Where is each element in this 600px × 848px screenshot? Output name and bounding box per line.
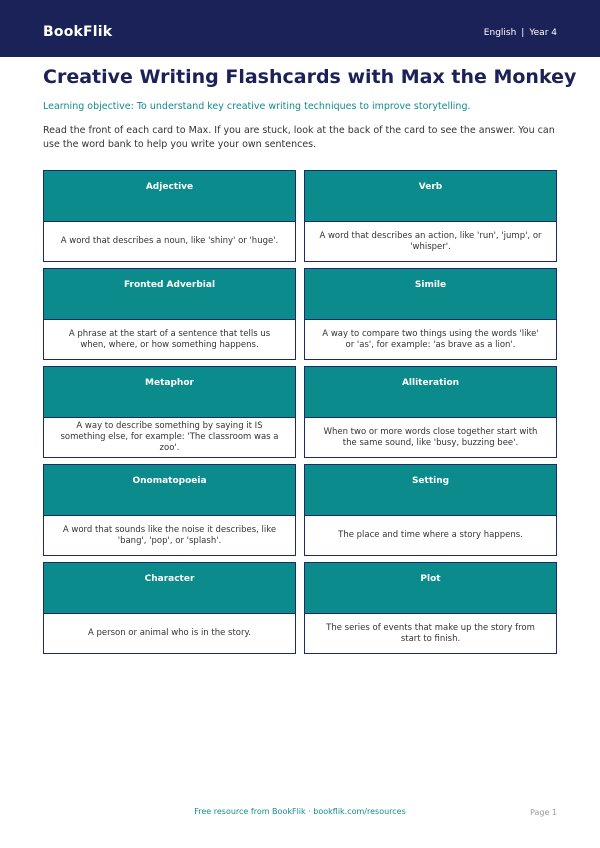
flashcard[interactable] — [43, 562, 296, 654]
card-front: Adjective — [44, 171, 295, 221]
flashcard[interactable] — [43, 268, 296, 360]
page-title: Creative Writing Flashcards with Max the Monkey — [43, 66, 577, 88]
card-back: A word that describes a noun, like 'shiny' or 'huge'. — [44, 221, 295, 261]
flashcard[interactable] — [43, 170, 296, 262]
flashcard-grid — [43, 170, 557, 654]
brand-logo[interactable]: BookFlik — [43, 24, 113, 40]
card-back: A word that sounds like the noise it describes, like 'bang', 'pop', or 'splash'. — [44, 515, 295, 555]
flashcard[interactable] — [304, 268, 557, 360]
card-front: Setting — [305, 465, 556, 515]
card-back: The series of events that make up the story from start to finish. — [305, 613, 556, 653]
flashcard[interactable] — [43, 366, 296, 458]
flashcard[interactable] — [304, 366, 557, 458]
subject-label: English — [483, 28, 517, 38]
flashcard[interactable] — [43, 464, 296, 556]
page-number: Page 1 — [530, 808, 557, 817]
card-front: Simile — [305, 269, 556, 319]
footer-resource-link[interactable]: Free resource from BookFlik · bookflik.com/resources — [194, 807, 406, 816]
meta-separator: | — [521, 28, 525, 38]
header-meta — [484, 28, 557, 38]
card-back: A word that describes an action, like 'run', 'jump', or 'whisper'. — [305, 221, 556, 261]
card-back: A phrase at the start of a sentence that tells us when, where, or how something happens. — [44, 319, 295, 359]
site-header — [0, 0, 600, 57]
card-front: Metaphor — [44, 367, 295, 417]
card-front: Fronted Adverbial — [44, 269, 295, 319]
learning-objective: Learning objective: To understand key creative writing techniques to improve storytelling. — [43, 101, 471, 112]
card-front: Verb — [305, 171, 556, 221]
card-front: Onomatopoeia — [44, 465, 295, 515]
card-front: Character — [44, 563, 295, 613]
card-back: When two or more words close together start with the same sound, like 'busy, buzzing bee'. — [305, 417, 556, 457]
card-back: A way to describe something by saying it IS something else, for example: 'The classroom was a zoo'. — [44, 417, 295, 457]
flashcard[interactable] — [304, 562, 557, 654]
card-back: A way to compare two things using the words 'like' or 'as', for example: 'as brave as a lion'. — [305, 319, 556, 359]
intro-text: Read the front of each card to Max. If you are stuck, look at the back of the card to see the answer. You can use the word bank to help you write your own sentences. — [43, 125, 555, 150]
card-front: Alliteration — [305, 367, 556, 417]
flashcard[interactable] — [304, 464, 557, 556]
card-front: Plot — [305, 563, 556, 613]
flashcard[interactable] — [304, 170, 557, 262]
year-label: Year 4 — [529, 28, 557, 38]
card-back: A person or animal who is in the story. — [44, 613, 295, 653]
card-back: The place and time where a story happens. — [305, 515, 556, 555]
